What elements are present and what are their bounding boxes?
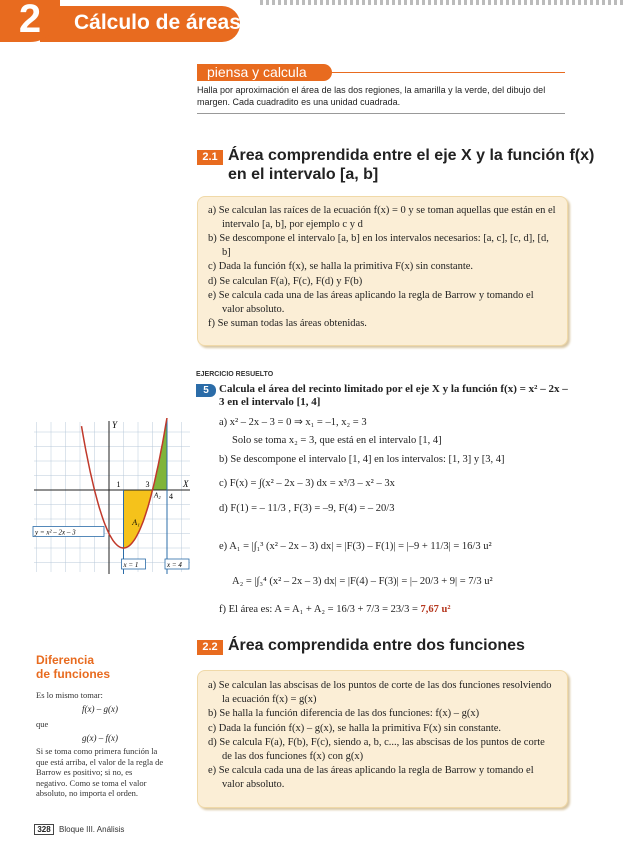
step-e-area1: e) A₁ = |∫₁³ (x² – 2x – 3) dx| = |F(3) – F(1)| = |–9 + 11/3| = 16/3 u² xyxy=(219,541,492,552)
section-2-title: Área comprendida entre dos funciones xyxy=(228,637,525,654)
x-axis-label: X xyxy=(183,479,189,489)
region-a1-label: A₁ xyxy=(132,517,140,527)
region-a2-label: A₂ xyxy=(153,491,161,500)
line-x1-label: x = 1 xyxy=(123,561,139,569)
list-item: d) Se calculan F(a), F(c), F(d) y F(b) xyxy=(208,275,363,287)
section-2-number: 2.2 xyxy=(197,640,223,655)
sidebar-title-line1: Diferencia xyxy=(36,653,95,667)
tick-label-4: 4 xyxy=(169,492,173,501)
section-1-title-line2: en el intervalo [a, b] xyxy=(228,166,379,183)
exercise-statement: Calcula el área del recinto limitado por el eje X y la función f(x) = x² – 2x – 3 en el intervalo [1, 4] xyxy=(219,383,568,408)
section-1-steps xyxy=(208,204,557,331)
line-x4-label: x = 4 xyxy=(167,561,182,569)
step-f-text: f) El área es: A = A₁ + A₂ = 16/3 + 7/3 = 23/3 = xyxy=(219,604,418,615)
step-f-result: 7,67 u² xyxy=(420,604,451,615)
sidebar-title xyxy=(36,653,110,681)
y-axis-label: Y xyxy=(112,420,118,430)
step-a-note: Solo se toma x₂ = 3, que está en el intervalo [1, 4] xyxy=(232,435,442,446)
step-b: b) Se descompone el intervalo [1, 4] en los intervalos: [1, 3] y [3, 4] xyxy=(219,454,505,465)
tick-label-3: 3 xyxy=(145,480,150,489)
list-item: b) Se halla la función diferencia de las dos funciones: f(x) – g(x) xyxy=(208,708,480,719)
list-item: c) Dada la función f(x) – g(x), se halla la primitiva F(x) sin constante. xyxy=(208,722,502,734)
chapter-title: Cálculo de áreas xyxy=(74,11,241,34)
step-f xyxy=(219,603,451,616)
section-2-steps-box xyxy=(197,670,568,808)
sidebar-text-3: Si se toma como primera función la que está arriba, el valor de la regla de Barrow es positivo; si no, es negativo. Como se toma el valor absoluto, no importa el orden. xyxy=(36,746,164,798)
step-d: d) F(1) = – 11/3 , F(3) = –9, F(4) = – 20/3 xyxy=(219,503,395,514)
tick-label-1: 1 xyxy=(116,480,121,489)
function-label: y = x² – 2x – 3 xyxy=(35,528,76,537)
list-item: a) Se calculan las raíces de la ecuación f(x) = 0 y se toman aquellas que están en el intervalo [a, b], por ejemplo c y d xyxy=(208,205,556,230)
step-a-equation: a) x² – 2x – 3 = 0 ⇒ x₁ = –1, x₂ = 3 xyxy=(219,417,367,428)
section-1-title-line1: Área comprendida entre el eje X y la función f(x) xyxy=(228,147,595,164)
section-1-number: 2.1 xyxy=(197,150,223,165)
exercise-number: 5 xyxy=(196,384,216,397)
sidebar-expression-1: f(x) – g(x) xyxy=(82,704,118,714)
chapter-header xyxy=(0,0,623,42)
footer-label: Bloque III. Análisis xyxy=(59,825,125,834)
page-number: 328 xyxy=(34,824,54,835)
list-item: d) Se calcula F(a), F(b), F(c), siendo a, b, c..., las abscisas de los puntos de corte de las dos funciones f(x) con g(x) xyxy=(208,737,545,762)
exercise-label: EJERCICIO RESUELTO xyxy=(196,371,274,378)
list-item: e) Se calcula cada una de las áreas aplicando la regla de Barrow y tomando el valor absoluto. xyxy=(208,765,534,790)
section-1-steps-box xyxy=(197,196,568,346)
piensa-bottom-rule xyxy=(197,113,565,114)
sidebar-text-1: Es lo mismo tomar: xyxy=(36,690,103,700)
list-item: c) Dada la función f(x), se halla la primitiva F(x) sin constante. xyxy=(208,261,474,272)
list-item: f) Se suman todas las áreas obtenidas. xyxy=(208,318,367,329)
function-graph xyxy=(32,418,192,576)
step-e-area2: A₂ = |∫₃⁴ (x² – 2x – 3) dx| = |F(4) – F(3)| = |– 20/3 + 9| = 7/3 u² xyxy=(232,576,493,587)
step-c: c) F(x) = ∫(x² – 2x – 3) dx = x³/3 – x² – 3x xyxy=(219,478,395,489)
list-item: a) Se calculan las abscisas de los puntos de corte de las dos funciones resolviendo la ecuación f(x) = g(x) xyxy=(208,680,552,705)
section-2-steps xyxy=(208,679,557,791)
piensa-text: Halla por aproximación el área de las dos regiones, la amarilla y la verde, del dibujo del margen. Cada cuadradito es una unidad cuadrada. xyxy=(197,85,546,107)
list-item: e) Se calcula cada una de las áreas aplicando la regla de Barrow y tomando el valor absoluto. xyxy=(208,290,534,315)
sidebar-title-line2: de funciones xyxy=(36,667,111,681)
chapter-number: 2 xyxy=(0,0,60,42)
piensa-label: piensa y calcula xyxy=(197,64,332,81)
sidebar-text-2: que xyxy=(36,719,49,729)
list-item: b) Se descompone el intervalo [a, b] en los intervalos necesarios: [a, c], [c, d], [d, b] xyxy=(208,233,549,258)
header-decorative-strip xyxy=(260,0,623,5)
sidebar-expression-2: g(x) – f(x) xyxy=(82,733,118,743)
